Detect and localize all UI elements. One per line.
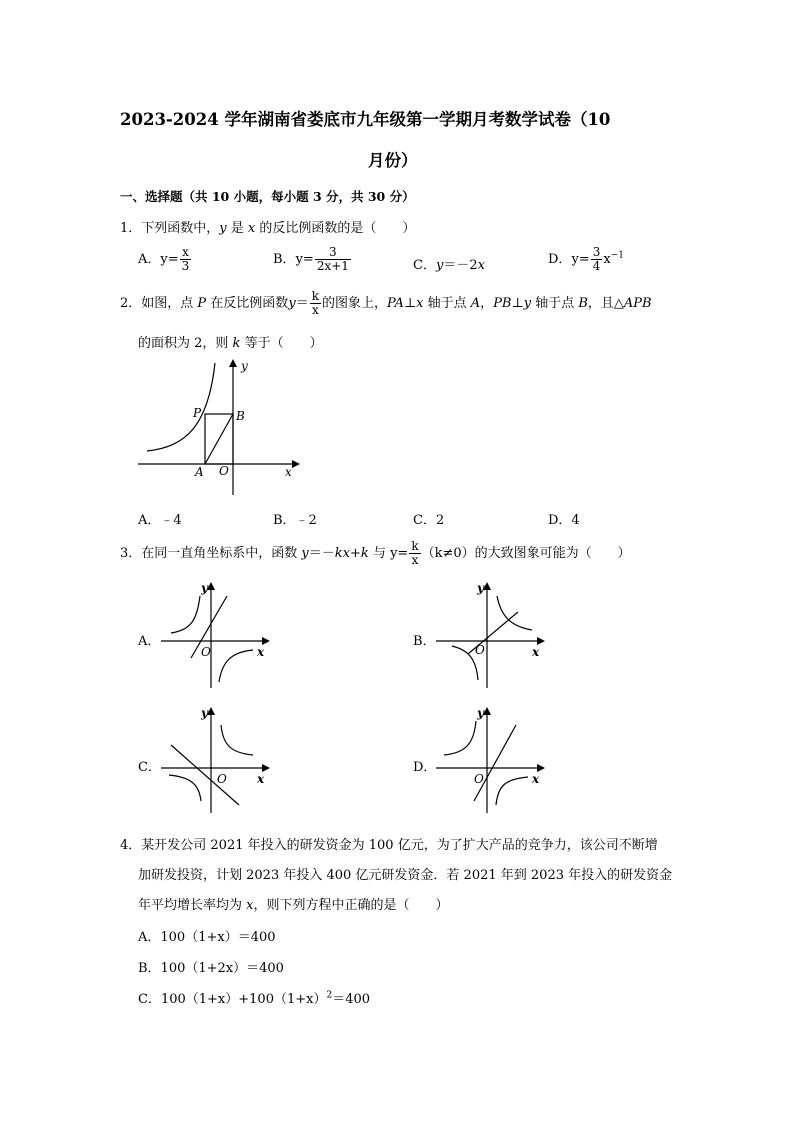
var: k [232, 336, 241, 351]
q1-option-b[interactable] [273, 246, 352, 273]
exponent: −1 [610, 250, 624, 261]
y-axis-arrow [207, 707, 215, 715]
text: 与 y= [368, 546, 409, 561]
text: ，且△ [587, 296, 624, 311]
q2-number: 2． [120, 296, 142, 311]
exponent: 2 [326, 990, 333, 1001]
question-2-stem-line2 [138, 332, 323, 351]
q3-graph-d [430, 703, 550, 818]
var: PB [493, 296, 512, 311]
label-p: P [193, 406, 202, 420]
option-expr: y= [160, 252, 179, 267]
option-var: x [477, 258, 485, 273]
text: ＝－ [308, 546, 335, 561]
var: P [197, 296, 207, 311]
label-x: x [257, 645, 265, 659]
q2-option-b[interactable]: B．﹣2 [273, 513, 317, 528]
q3-option-c[interactable]: C． [138, 760, 161, 775]
label-o: O [474, 772, 484, 786]
hyperbola-branch-2 [444, 721, 476, 755]
var: kx [334, 546, 351, 561]
line-graph [474, 725, 516, 801]
y-axis-arrow [483, 582, 491, 590]
x-axis-arrow [262, 764, 270, 772]
page-title-line2: 月份） [368, 151, 418, 170]
hyperbola-branch-4 [219, 650, 253, 682]
var: y [301, 546, 309, 561]
q1-option-a[interactable] [138, 246, 192, 273]
fraction [180, 246, 192, 273]
var: y [523, 296, 532, 311]
question-4-stem-line2: 加研发投资，计划 2023 年投入 400 亿元研发资金．若 2021 年到 2023 年投入的研发资金 [138, 868, 673, 883]
label-o: O [219, 464, 229, 478]
x-axis-arrow [537, 637, 545, 645]
y-axis-arrow [207, 582, 215, 590]
option-label: D． [548, 252, 572, 267]
q3-graph-c [155, 703, 275, 818]
text: （k≠0）的大致图象可能为（ ） [421, 546, 631, 561]
numerator: k [411, 539, 419, 553]
var: PA [386, 296, 404, 311]
y-axis-arrow [229, 359, 237, 367]
y-axis-arrow [483, 707, 491, 715]
numerator: 3 [315, 246, 351, 260]
page-title-line1: 2023-2024 学年湖南省娄底市九年级第一学期月考数学试卷（10 [120, 110, 611, 129]
option-expr: y= [571, 252, 590, 267]
question-2-stem-line1 [120, 290, 652, 317]
q3-graph-a [155, 578, 275, 693]
option-var: x [603, 252, 611, 267]
var: B [578, 296, 588, 311]
q2-figure [130, 355, 305, 500]
text: ，则下列方程中正确的是（ ） [253, 898, 449, 913]
q1-option-d[interactable] [548, 246, 624, 273]
denominator: 3 [181, 259, 190, 273]
q3-option-d[interactable]: D． [413, 760, 437, 775]
text: ⊥ [403, 296, 417, 311]
label-o: O [201, 645, 211, 659]
text: 等于（ ） [240, 336, 323, 351]
question-1-stem [120, 217, 415, 236]
text: 的图象上， [321, 296, 387, 311]
label-y: y [201, 581, 208, 595]
option-var: y [435, 258, 444, 273]
option-expr: ＝－2 [443, 258, 478, 273]
denominator: 2x+1 [316, 259, 349, 273]
q3-option-b[interactable]: B． [413, 634, 436, 649]
label-x: x [285, 465, 292, 479]
denominator: x [411, 553, 419, 567]
denominator: x [311, 303, 319, 317]
question-4-stem-line1 [120, 834, 658, 853]
text: 在同一直角坐标系中，函数 [141, 546, 302, 561]
text: ＝ [295, 296, 309, 311]
var: x [416, 296, 424, 311]
var: x [246, 898, 254, 913]
option-expr: y= [295, 252, 314, 267]
label-y: y [241, 359, 248, 373]
text: 的面积为 2，则 [138, 336, 233, 351]
text: 轴于点 [531, 296, 579, 311]
text: 年平均增长率均为 [138, 898, 247, 913]
hyperbola-branch-3 [169, 775, 201, 801]
fraction [310, 290, 321, 317]
var: APB [623, 296, 652, 311]
text: ⊥ [511, 296, 524, 311]
q2-option-a[interactable]: A．﹣4 [138, 513, 182, 528]
label-b: B [236, 409, 245, 423]
text: 轴于点 [423, 296, 471, 311]
text: 在反比例函数 [206, 296, 289, 311]
numerator: 3 [592, 245, 601, 259]
q1-stem-b: 是 [226, 221, 248, 236]
q3-graph-b [430, 578, 550, 693]
q4-option-c[interactable] [138, 988, 370, 1007]
label-o: O [217, 772, 227, 786]
label-o: O [475, 643, 485, 657]
text: 某开发公司 2021 年投入的研发资金为 100 亿元，为了扩大产品的竞争力，该公司不断增 [141, 838, 658, 853]
option-text: C．100（1+x）+100（1+x） [138, 992, 327, 1007]
numerator: x [180, 246, 192, 260]
hyperbola-branch-2 [171, 596, 200, 633]
option-text: ＝400 [332, 992, 371, 1007]
x-axis-arrow [262, 637, 270, 645]
q3-number: 3． [120, 546, 142, 561]
label-x: x [257, 772, 265, 786]
var: y [288, 296, 296, 311]
text: ， [480, 296, 494, 311]
var: A [470, 296, 481, 311]
text: + [350, 546, 361, 561]
line-graph [171, 745, 239, 805]
label-y: y [477, 706, 484, 720]
q1-number: 1． [120, 221, 142, 236]
hyperbola-branch-1 [221, 725, 253, 755]
numerator: k [311, 289, 319, 303]
q4-number: 4． [120, 838, 142, 853]
label-x: x [532, 772, 540, 786]
q2-option-d[interactable]: D．4 [548, 513, 580, 528]
x-axis-arrow [292, 460, 300, 468]
x-axis-arrow [537, 764, 545, 772]
label-y: y [477, 581, 484, 595]
option-label: C． [413, 258, 436, 273]
q4-option-a[interactable]: A．100（1+x）＝400 [138, 930, 276, 945]
label-x: x [532, 645, 540, 659]
option-label: B． [273, 252, 296, 267]
label-a: A [195, 465, 204, 479]
label-y: y [201, 706, 208, 720]
q2-option-c[interactable]: C．2 [413, 513, 445, 528]
section-heading: 一、选择题（共 10 小题，每小题 3 分，共 30 分） [120, 189, 415, 204]
q1-var-y: y [219, 221, 227, 236]
q1-stem-c: 的反比例函数的是（ ） [255, 221, 416, 236]
text: 如图，点 [141, 296, 198, 311]
q1-option-c[interactable] [413, 254, 485, 273]
denominator: 4 [592, 259, 601, 273]
question-4-stem-line3 [138, 894, 449, 913]
q1-var-x: x [247, 221, 256, 236]
segment-ab [205, 414, 233, 464]
q3-option-a[interactable]: A． [138, 634, 161, 649]
question-3-stem [120, 540, 631, 567]
fraction [315, 246, 351, 273]
fraction [409, 540, 420, 567]
hyperbola-branch-4 [496, 777, 528, 805]
q4-option-b[interactable]: B．100（1+2x）＝400 [138, 961, 284, 976]
q1-stem-a: 下列函数中， [141, 221, 220, 236]
fraction [591, 246, 603, 273]
var: k [360, 546, 369, 561]
option-label: A． [138, 252, 161, 267]
